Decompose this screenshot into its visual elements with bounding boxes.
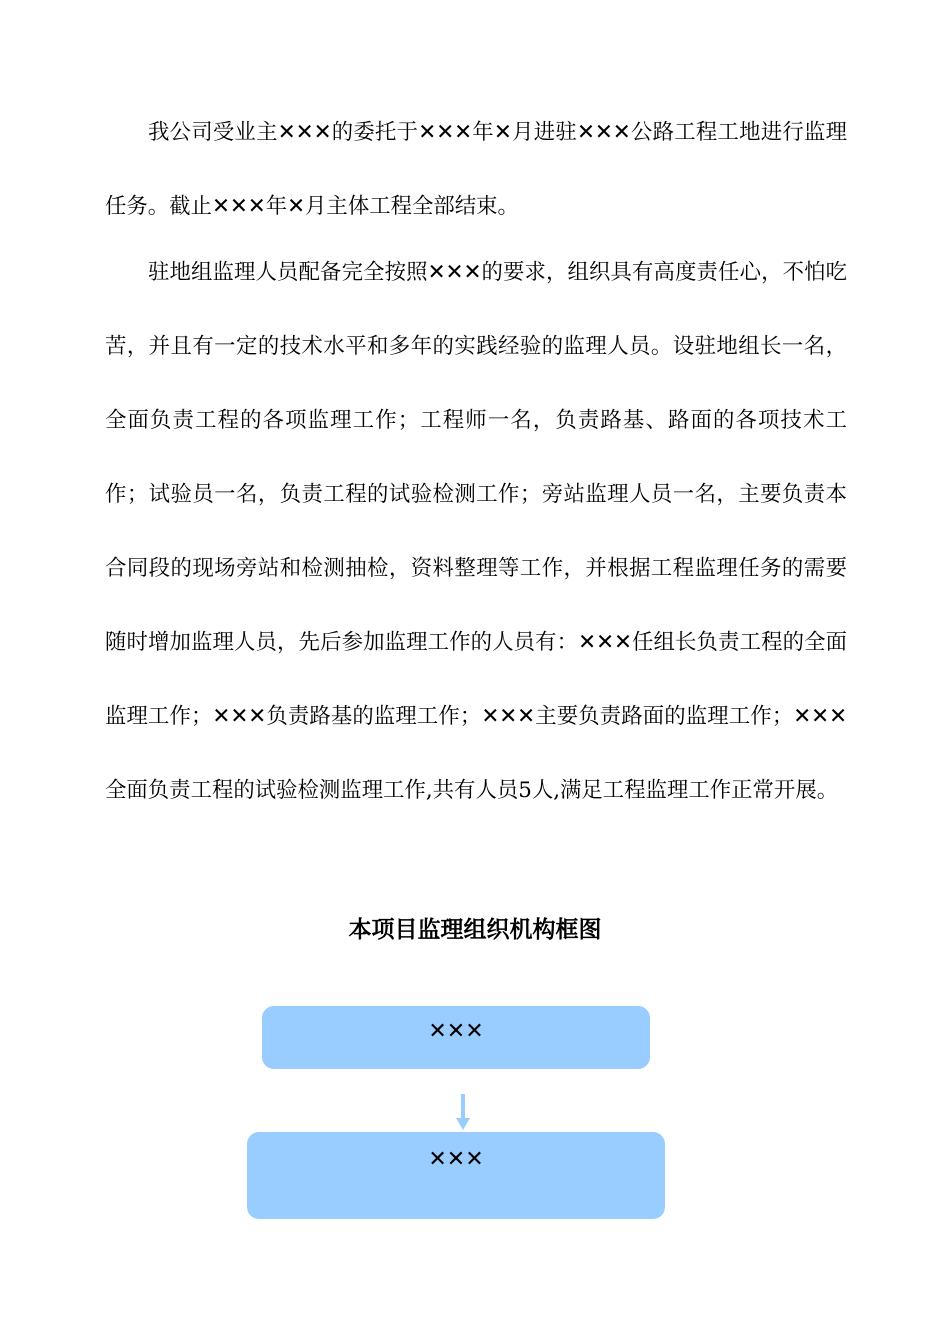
down-arrow-connector — [453, 1094, 473, 1132]
org-chart-node-top-label: ✕✕✕ — [428, 1019, 484, 1044]
org-chart-node-bottom — [247, 1132, 665, 1219]
staffing-paragraph: 驻地组监理人员配备完全按照✕✕✕的要求，组织具有高度责任心，不怕吃苦，并且有一定的技术水平和多年的实践经验的监理人员。设驻地组长一名，全面负责工程的各项监理工作；工程师一名，负责路基、路面的各项技术工作；试验员一名，负责工程的试验检测工作；旁站监理人员一名，主要负责本合同段的现场旁站和检测抽检，资料整理等工作，并根据工程监理任务的需要随时增加监理人员，先后参加监理工作的人员有：✕✕✕任组长负责工程的全面监理工作；✕✕✕负责路基的监理工作；✕✕✕主要负责路面的监理工作；✕✕✕全面负责工程的试验检测监理工作,共有人员5人,满足工程监理工作正常开展。 — [105, 260, 847, 803]
org-chart-title: 本项目监理组织机构框图 — [348, 917, 602, 943]
org-chart-node-bottom-label: ✕✕✕ — [428, 1147, 484, 1172]
org-chart-node-top — [262, 1006, 650, 1069]
intro-paragraph: 我公司受业主✕✕✕的委托于✕✕✕年✕月进驻✕✕✕公路工程工地进行监理任务。截止✕✕✕年✕月主体工程全部结束。 — [105, 120, 847, 219]
